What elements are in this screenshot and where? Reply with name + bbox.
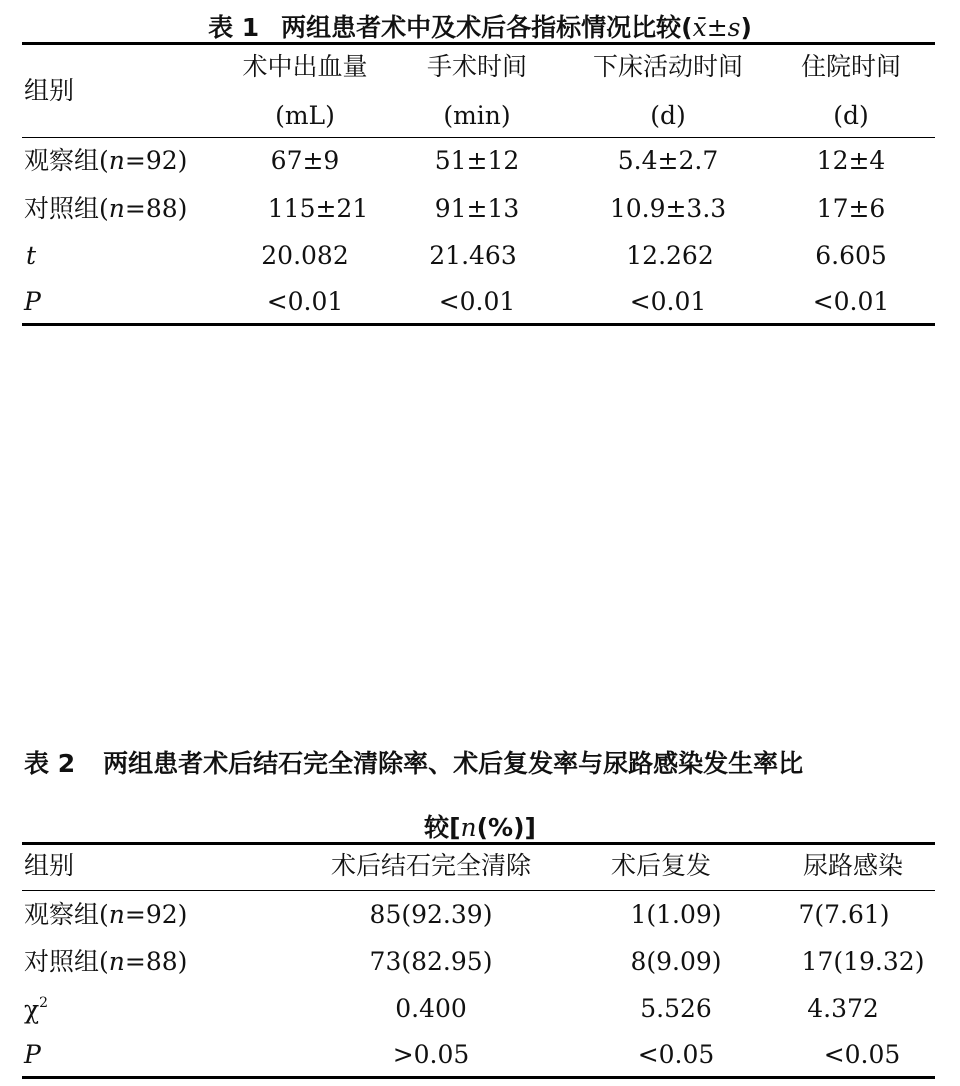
- table2-caption-text: 两组患者术后结石完全清除率、术后复发率与尿路感染发生率比: [103, 749, 804, 778]
- table2-bottom-rule: [22, 1076, 935, 1079]
- table1-cell: 12±4: [816, 146, 886, 175]
- table2-stat-p-label: P: [24, 1040, 41, 1069]
- table1-header-rule: [22, 137, 935, 138]
- group-name: 观察组: [24, 900, 100, 929]
- table2-caption-n: n: [460, 813, 477, 842]
- table2-cell: 7(7.61): [798, 900, 890, 929]
- table1-col1-header: 术中出血量: [242, 52, 368, 81]
- table2-stat-chi2-label: [24, 996, 48, 1022]
- n-value: =92: [124, 146, 178, 175]
- table1-row-observation-label: 观察组(n=92): [24, 146, 188, 175]
- table1-cell: <0.01: [438, 287, 516, 316]
- table2-col3-header: 尿路感染: [802, 851, 904, 880]
- n-value: =88: [124, 194, 178, 223]
- table1-col4-header: 住院时间: [800, 52, 902, 81]
- table1-col3-unit: (d): [650, 101, 686, 130]
- table1-col3-header: 下床活动时间: [592, 52, 744, 81]
- table1-cell: 115±21: [267, 194, 369, 223]
- table2-cell: 5.526: [640, 994, 712, 1023]
- table2-caption-line2: [0, 808, 960, 844]
- table1-row-control-label: 对照组(n=88): [24, 194, 188, 223]
- table2-header-rule: [22, 890, 935, 891]
- chi-symbol: χ: [24, 995, 40, 1024]
- chi-superscript: 2: [39, 995, 49, 1011]
- table1-cell: <0.01: [812, 287, 890, 316]
- table1-cell: 21.463: [429, 241, 517, 270]
- table1-cell: 5.4±2.7: [617, 146, 719, 175]
- n-value: =88: [124, 947, 178, 976]
- table2-top-rule: [22, 842, 935, 845]
- table2-caption-part: (%)]: [476, 813, 536, 842]
- table2-cell: 8(9.09): [630, 947, 722, 976]
- table1-caption-stat: x̄±s: [692, 13, 741, 42]
- table1-cell: 6.605: [815, 241, 887, 270]
- table2-cell: >0.05: [392, 1040, 470, 1069]
- table2-caption-prefix: 表 2: [24, 749, 76, 778]
- table1-stat-t-label: t: [26, 241, 37, 270]
- table2-col1-header: 术后结石完全清除: [330, 851, 532, 880]
- table1-cell: 51±12: [434, 146, 520, 175]
- table1-cell: 17±6: [816, 194, 886, 223]
- table2-cell: 73(82.95): [369, 947, 493, 976]
- group-name: 对照组: [24, 947, 100, 976]
- table1-cell: 10.9±3.3: [609, 194, 727, 223]
- table2-cell: <0.05: [823, 1040, 901, 1069]
- table1-cell: 67±9: [270, 146, 340, 175]
- n-symbol: n: [108, 947, 125, 976]
- table2-cell: 1(1.09): [630, 900, 722, 929]
- table2-row-control-label: 对照组(n=88): [24, 947, 188, 976]
- table1-cell: <0.01: [266, 287, 344, 316]
- table2-cell: 0.400: [395, 994, 467, 1023]
- table2-caption-part: 较[: [424, 813, 461, 842]
- table1-bottom-rule: [22, 323, 935, 326]
- table2-cell: 17(19.32): [801, 947, 925, 976]
- n-symbol: n: [108, 900, 125, 929]
- table1-caption: [0, 8, 960, 44]
- table1-cell: 20.082: [261, 241, 349, 270]
- table1-caption-main: 两组患者术中及术后各指标情况比较(: [281, 13, 693, 42]
- table2-cell: 4.372: [807, 994, 879, 1023]
- table2-group-header: 组别: [24, 851, 75, 880]
- table1-stat-p-label: P: [24, 287, 41, 316]
- table1-cell: 12.262: [626, 241, 714, 270]
- table1-col4-unit: (d): [833, 101, 869, 130]
- table1-col1-unit: (mL): [275, 101, 335, 130]
- table2-cell: 85(92.39): [369, 900, 493, 929]
- table1-col2-unit: (min): [443, 101, 511, 130]
- table1-col2-header: 手术时间: [426, 52, 528, 81]
- n-symbol: n: [108, 194, 125, 223]
- group-name: 观察组: [24, 146, 100, 175]
- table1-caption-prefix: 表 1: [208, 13, 260, 42]
- table2-col2-header: 术后复发: [610, 851, 712, 880]
- n-value: =92: [124, 900, 178, 929]
- n-symbol: n: [108, 146, 125, 175]
- table1-group-header: 组别: [24, 76, 75, 105]
- table1-caption-close: ): [740, 13, 752, 42]
- table2-cell: <0.05: [637, 1040, 715, 1069]
- table2-row-observation-label: 观察组(n=92): [24, 900, 188, 929]
- table1-cell: 91±13: [434, 194, 520, 223]
- group-name: 对照组: [24, 194, 100, 223]
- table1-cell: <0.01: [629, 287, 707, 316]
- table1-top-rule: [22, 42, 935, 45]
- table2-caption-line1: [24, 744, 954, 780]
